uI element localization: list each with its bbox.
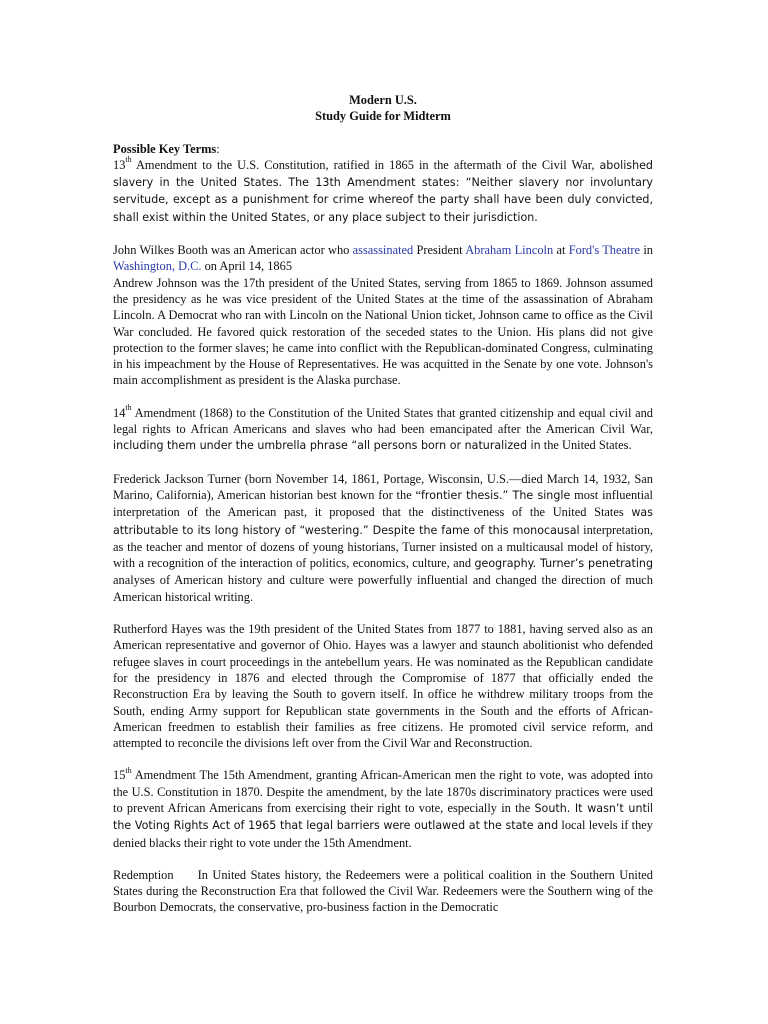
booth-t4: in [640,243,653,258]
p14-sup: th [125,403,132,413]
paragraph-14th-amendment [113,405,653,455]
key-terms-heading [113,141,653,157]
paragraph-hayes: Rutherford Hayes was the 19th president of the United States from 1877 to 1881, having served also as an American representative and governor of Ohio. Hayes was a lawyer and staunch abolitionist who defended refugee slaves in court proceedings in the antebellum years. He was nominated as the Republican candidate for the presidency in 1876 and elected through the Compromise of 1877 that officially ended the Reconstruction Era by leaving the South to govern itself. In office he withdrew military troops from the South, ending Army support for Republican state governments in the South and the efforts of African-American freedmen to establish their families as free citizens. He promoted civil service reform, and attempted to reconcile the divisions left over from the Civil War and Reconstruction. [113,622,653,751]
link-abraham-lincoln[interactable]: Abraham Lincoln [465,243,554,258]
p13-text-a: Amendment to the U.S. Constitution, ratified in 1865 in the aftermath of the Civil War, [131,157,595,172]
booth-t5: on April 14, 1865 [201,259,293,274]
p14-num: 14 [113,405,126,420]
document-title [113,92,653,125]
paragraph-booth-johnson [113,242,653,389]
turner-d: was attributable to its long history of “westering.” Despite the fame of this monocausal [113,506,653,537]
booth-t2: President [413,243,466,258]
paragraph-13th-amendment [113,157,653,226]
title-line-2: Study Guide for Midterm [315,109,451,124]
link-washington-dc[interactable]: Washington, D.C. [113,259,202,274]
p15-sup: th [125,765,132,775]
turner-g: analyses of American history and culture were powerfully influential and changed the direction of much American historical writing. [113,573,653,604]
key-terms-colon: : [216,141,220,156]
paragraph-15th-amendment [113,767,653,850]
p13-sup: th [125,155,132,165]
turner-c: most influential interpretation of the American past, it proposed that the distinctiveness of the United States [113,487,653,520]
paragraph-redemption [113,867,653,916]
title-line-1: Modern U.S. [349,93,417,107]
booth-t1: John Wilkes Booth was an American actor who [113,243,353,258]
p15-text-c: local levels if they denied blacks their right to vote under the 15th Amendment. [113,818,653,850]
p13-text-b: abolished slavery in the United States. The 13th Amendment states: “Neither slavery nor involuntary servitude, except as a punishment for crime whereof the party shall have been duly convicted, shall exist within the United States, or any place subject to their jurisdiction. [113,158,653,224]
turner-f: geography. Turner’s penetrating [474,557,653,571]
turner-e: interpretation, as the teacher and mentor of dozens of young historians, Turner insisted on a multicausal model of history, with a recognition of the interaction of politics, economics, culture, and [113,522,653,571]
p14-text-c: the United States. [540,438,632,453]
document-page [113,92,653,932]
p14-text-a: Amendment (1868) to the Constitution of the United States that granted citizenship and equal civil and legal rights to African Americans and slaves who had been emancipated after the American Civil War, [113,405,653,437]
p15-text-b: South. It wasn’t until the Voting Rights Act of 1965 that legal barriers were outlawed at the state and [113,801,653,833]
turner-b: frontier thesis.” The single [421,488,571,502]
redemption-term: Redemption [113,867,174,882]
p14-text-b: including them under the umbrella phrase “all persons born or naturalized in [113,439,541,453]
link-fords-theatre[interactable]: Ford's Theatre [568,243,641,258]
p15-num: 15 [113,768,126,783]
key-terms-label: Possible Key Terms [113,141,217,156]
p15-text-a: Amendment The 15th Amendment, granting African-American men the right to vote, was adopted into the U.S. Constitution in 1870. Despite the amendment, by the late 1870s discriminatory practices were used to prevent African Americans from exercising their right to vote, especially in the [113,768,653,815]
redemption-text: In United States history, the Redeemers were a political coalition in the Southern United States during the Reconstruction Era that followed the Civil War. Redeemers were the Southern wing of the Bourbon Democrats, the conservative, pro-business faction in the Democratic [113,867,653,915]
link-assassinated[interactable]: assassinated [352,243,414,258]
booth-t3: at [553,243,569,258]
paragraph-turner [113,471,653,605]
johnson-text: Andrew Johnson was the 17th president of the United States, serving from 1865 to 1869. Johnson assumed the presidency as he was vice president of the United States at the time of the assassination of Abraham Lincoln. A Democrat who ran with Lincoln on the National Union ticket, Johnson came to office as the Civil War concluded. He favored quick restoration of the seceded states to the Union. His plans did not give protection to the former slaves; he came into conflict with the Republican-dominated Congress, culminating in his impeachment by the House of Representatives. He was acquitted in the Senate by one vote. Johnson's main accomplishment as president is the Alaska purchase. [113,275,653,388]
p13-num: 13 [113,157,126,172]
turner-a: Frederick Jackson Turner (born November 14, 1861, Portage, Wisconsin, U.S.—died March 14, 1932, San Marino, California), American historian best known for the “ [113,471,653,502]
